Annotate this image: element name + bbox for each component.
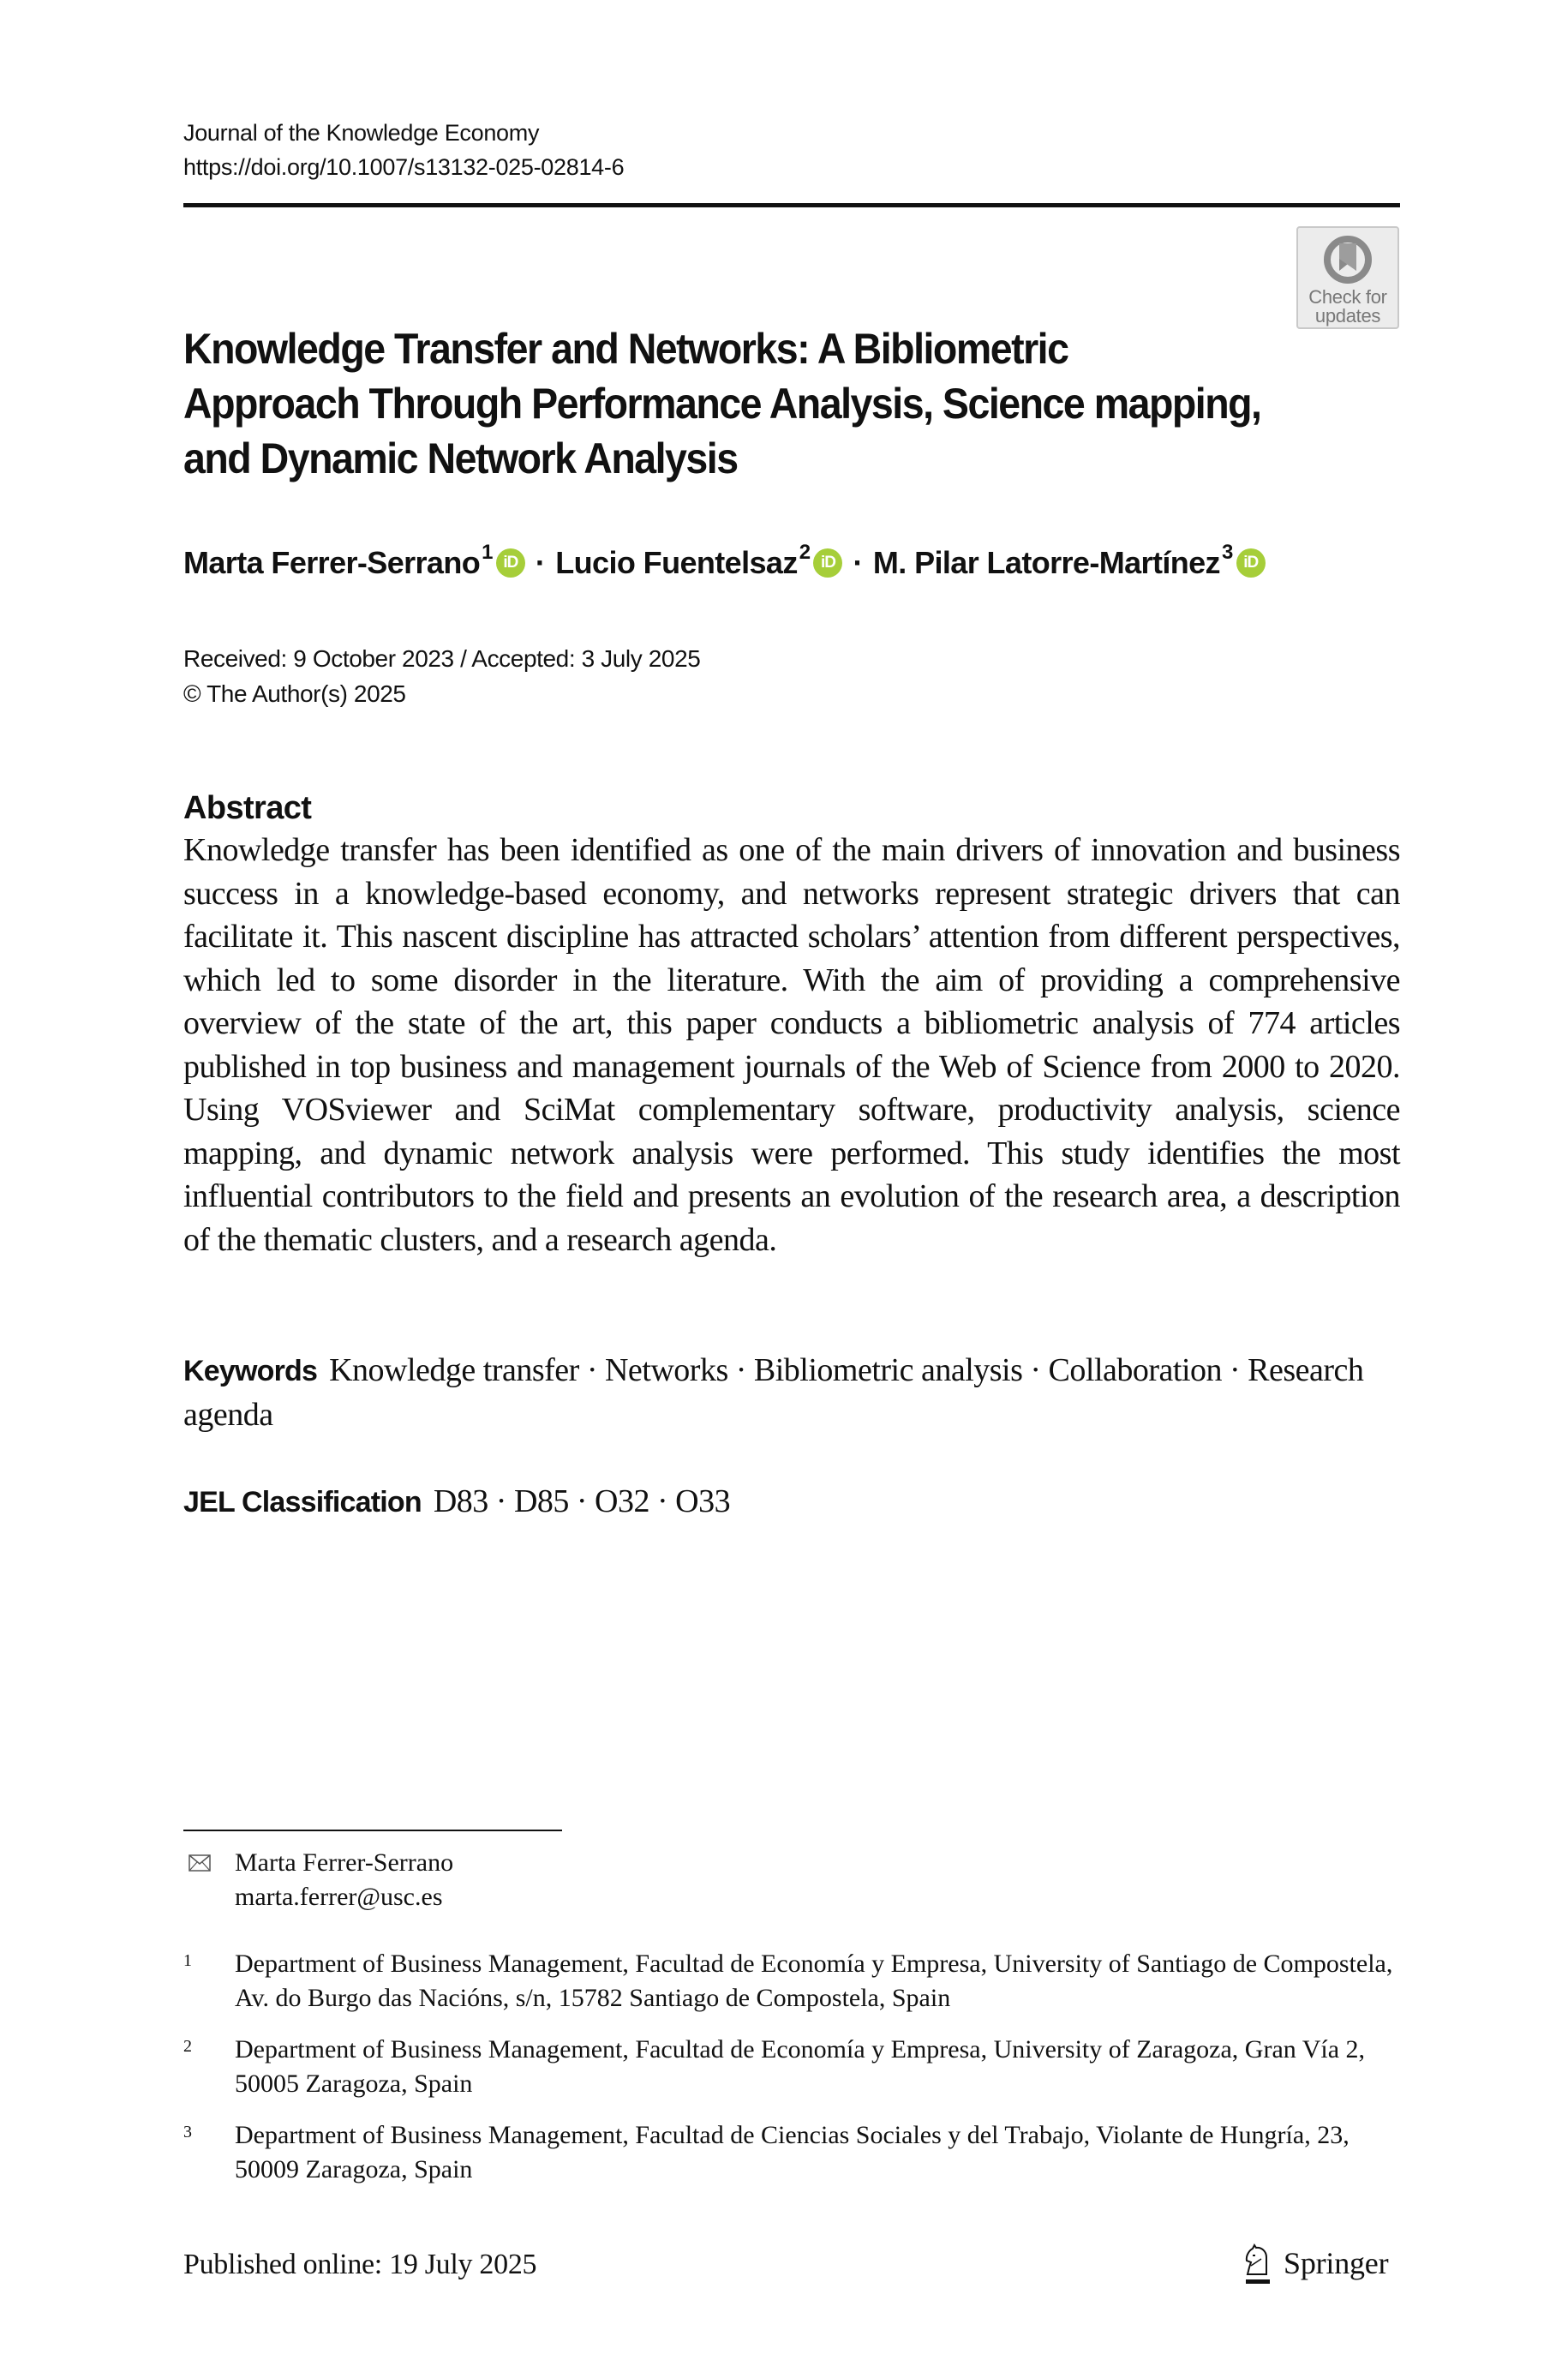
check-for-updates-label: Check for updates (1308, 286, 1387, 326)
orcid-icon[interactable]: iD (1236, 548, 1266, 578)
affiliation-text: Department of Business Management, Facultad de Ciencias Sociales y del Trabajo, Violante de Hungría, 23, 50009 Zaragoza, Spain (235, 2121, 1350, 2183)
article-history (183, 641, 700, 711)
journal-header (183, 116, 624, 184)
bookmark-ring-icon (1321, 233, 1374, 286)
orcid-icon[interactable]: iD (496, 548, 525, 578)
keywords-section (183, 1349, 1400, 1436)
doi-link[interactable]: https://doi.org/10.1007/s13132-025-02814-6 (183, 154, 625, 180)
affiliation-number: 1 (183, 1951, 192, 1970)
springer-knight-icon (1241, 2243, 1275, 2288)
author-separator: · (535, 545, 546, 580)
jel-classification (183, 1480, 730, 1524)
check-for-updates-button[interactable] (1296, 226, 1399, 329)
paper-title (183, 321, 1261, 486)
envelope-icon (189, 1854, 211, 1872)
title-line: Knowledge Transfer and Networks: A Bibliometric (183, 325, 1068, 373)
footnote-rule (183, 1830, 562, 1831)
corresponding-author-name: Marta Ferrer-Serrano (235, 1848, 454, 1877)
author-name[interactable]: M. Pilar Latorre-Martínez (872, 545, 1220, 580)
received-accepted-dates: Received: 9 October 2023 / Accepted: 3 July 2025 (183, 645, 701, 672)
author-name[interactable]: Lucio Fuentelsaz (555, 545, 798, 580)
author: Lucio Fuentelsaz $^2$ iD (555, 542, 842, 584)
abstract-body: Knowledge transfer has been identified as one of the main drivers of innovation and business success in a knowledge-based economy, and networks represent strategic drivers that can facilitate it. This nascent discipline has attracted scholars’ attention from different perspectives, which led to some disorder in the literature. With the aim of providing a comprehensive overview of the state of the art, this paper conducts a bibliometric analysis of 774 articles published in top business and management journals of the Web of Science from 2000 to 2020. Using VOSviewer and SciMat complementary software, productivity analysis, science mapping, and dynamic network analysis were performed. This study identifies the most influential contributors to the field and presents an evolution of the research area, a description of the thematic clusters, and a research agenda. (183, 832, 1400, 1258)
affiliation-number: 3 (183, 2123, 192, 2141)
affiliation-number: 2 (183, 2037, 192, 2056)
jel-codes: D83 · D85 · O32 · O33 (433, 1483, 731, 1519)
publisher-logo (1241, 2243, 1388, 2288)
author: Marta Ferrer-Serrano $^1$ iD (183, 542, 525, 584)
keywords-text: Knowledge transfer · Networks · Bibliometric analysis · Collaboration · Research agenda (183, 1352, 1364, 1433)
author: M. Pilar Latorre-Martínez $^3$ iD (873, 542, 1266, 584)
title-line: Approach Through Performance Analysis, Science mapping, (183, 380, 1261, 428)
corresponding-author-email[interactable]: marta.ferrer@usc.es (235, 1883, 443, 1911)
header-rule (183, 203, 1400, 207)
copyright-notice: © The Author(s) 2025 (183, 680, 406, 707)
affiliation-text: Department of Business Management, Facultad de Economía y Empresa, University of Zaragoza, Gran Vía 2, 50005 Zaragoza, Spain (235, 2035, 1366, 2098)
publisher-name: Springer (1284, 2246, 1389, 2280)
journal-name: Journal of the Knowledge Economy (183, 120, 540, 146)
author-list (183, 542, 1266, 584)
author-separator: · (853, 545, 863, 580)
published-online-date: Published online: 19 July 2025 (183, 2249, 537, 2280)
orcid-icon[interactable]: iD (813, 548, 842, 578)
affiliation-text: Department of Business Management, Facultad de Economía y Empresa, University of Santiago de Compostela, Av. do Burgo das Nacións, s/n, 15782 Santiago de Compostela, Spain (235, 1950, 1393, 2012)
jel-label: JEL Classification (183, 1486, 422, 1518)
author-name[interactable]: Marta Ferrer-Serrano (183, 545, 481, 580)
abstract-heading: Abstract (183, 790, 312, 826)
keywords-label: Keywords (183, 1355, 318, 1387)
title-line: and Dynamic Network Analysis (183, 434, 738, 482)
